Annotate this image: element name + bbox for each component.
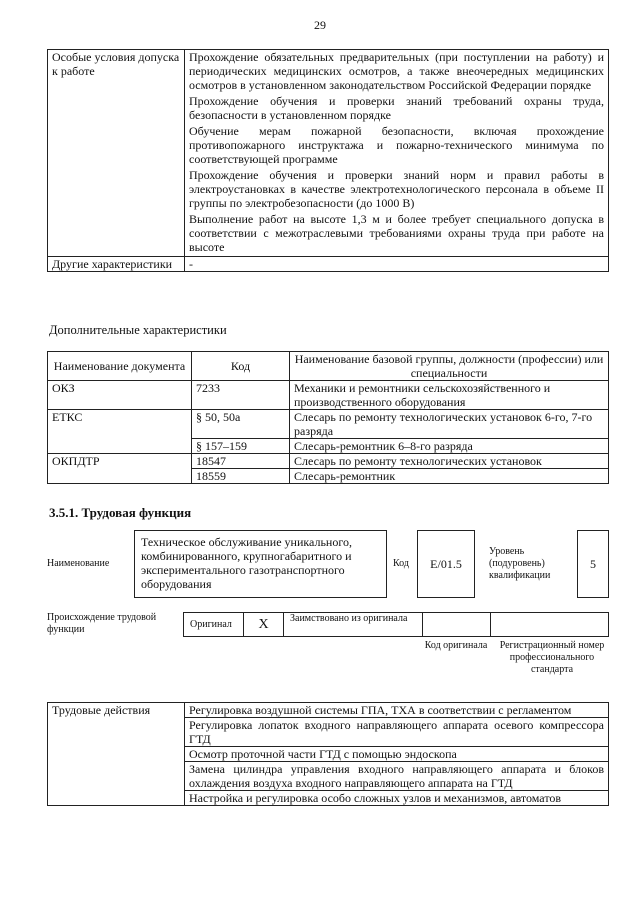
origin-label: Происхождение трудовой функции [47,612,157,635]
page-number: 29 [314,18,326,32]
table-row [48,410,609,439]
function-name-box: Техническое обслуживание уникального, комбинированного, крупногабаритного и экспериментального газотранспортного оборудования [134,530,387,598]
original-cell [183,612,244,637]
borrowed-label: Заимствовано из оригинала [290,613,408,624]
reg-number-cell [490,612,609,637]
cell-name: Слесарь по ремонту технологических установок 6-го, 7-го разряда [290,410,609,439]
cell-code: § 157–159 [192,439,290,454]
condition-paragraph: Выполнение работ на высоте 1,3 м и более требует специального допуска в соответствии с межотраслевыми требованиями охраны труда при работе на высоте [189,212,604,254]
table-row [48,381,609,410]
cell-code: 18559 [192,469,290,484]
cell-name: Механики и ремонтники сельскохозяйственного и производственного оборудования [290,381,609,410]
header-name: Наименование базовой группы, должности (профессии) или специальности [290,352,609,381]
code-original-label: Код оригинала [424,640,488,651]
condition-paragraph: Обучение мерам пожарной безопасности, включая прохождение противопожарного инструктажа и пожарно-технического минимума по соответствующей программе [189,124,604,166]
cell-code: 7233 [192,381,290,410]
code-original-cell [422,612,491,637]
borrowed-cell [283,612,423,637]
conditions-table [47,49,609,272]
additional-table [47,351,609,484]
labor-action-item: Замена цилиндра управления входного направляющего аппарата и блоков охлаждения воздуха входного направляющего аппарата на ГТД [185,762,609,791]
code-label: Код [393,558,409,569]
table-row [48,703,609,718]
table-header-row [48,352,609,381]
header-doc: Наименование документа [48,352,192,381]
cell-code: § 50, 50а [192,410,290,439]
cell-doc: ОКЗ [48,381,192,410]
cell-doc: ЕТКС [48,410,192,454]
labor-actions-table [47,702,609,806]
cell-name: Слесарь-ремонтник [290,469,609,484]
level-label: Уровень (подуровень) квалификации [489,546,551,581]
other-characteristics-label: Другие характеристики [48,257,185,272]
condition-paragraph: Прохождение обучения и проверки знаний требований охраны труда, безопасности в установленном порядке [189,94,604,122]
name-label: Наименование [47,558,110,569]
cell-doc: ОКПДТР [48,454,192,484]
special-conditions-label: Особые условия допуска к работе [48,50,185,257]
condition-paragraph: Прохождение обязательных предварительных (при поступлении на работу) и периодических медицинских осмотров, а также внеочередных медицинских осмотров в установленном законодательством Российской Федерации порядке [189,50,604,92]
cell-code: 18547 [192,454,290,469]
header-code: Код [192,352,290,381]
cell-name: Слесарь-ремонтник 6–8-го разряда [290,439,609,454]
reg-number-label: Регистрационный номер профессионального стандарта [499,640,605,675]
labor-action-item: Настройка и регулировка особо сложных узлов и механизмов, автоматов [185,791,609,806]
labor-actions-label: Трудовые действия [48,703,185,806]
condition-paragraph: Прохождение обучения и проверки знаний норм и правил работы в электроустановках в качестве электротехнологического персонала в объеме II группы по электробезопасности (до 1000 В) [189,168,604,210]
table-row [48,454,609,469]
original-mark: X [243,612,284,637]
special-conditions-cell [185,50,609,257]
qualification-level-box: 5 [577,530,609,598]
additional-characteristics-title: Дополнительные характеристики [49,323,227,337]
cell-name: Слесарь по ремонту технологических установок [290,454,609,469]
table-row [48,257,609,272]
other-characteristics-value: - [185,257,609,272]
labor-action-item: Регулировка лопаток входного направляющего аппарата осевого компрессора ГТД [185,718,609,747]
labor-action-item: Регулировка воздушной системы ГПА, ТХА в соответствии с регламентом [185,703,609,718]
function-code-box: E/01.5 [417,530,475,598]
table-row [48,50,609,257]
original-label: Оригинал [190,619,232,630]
labor-action-item: Осмотр проточной части ГТД с помощью эндоскопа [185,747,609,762]
labor-function-title: 3.5.1. Трудовая функция [49,505,192,520]
